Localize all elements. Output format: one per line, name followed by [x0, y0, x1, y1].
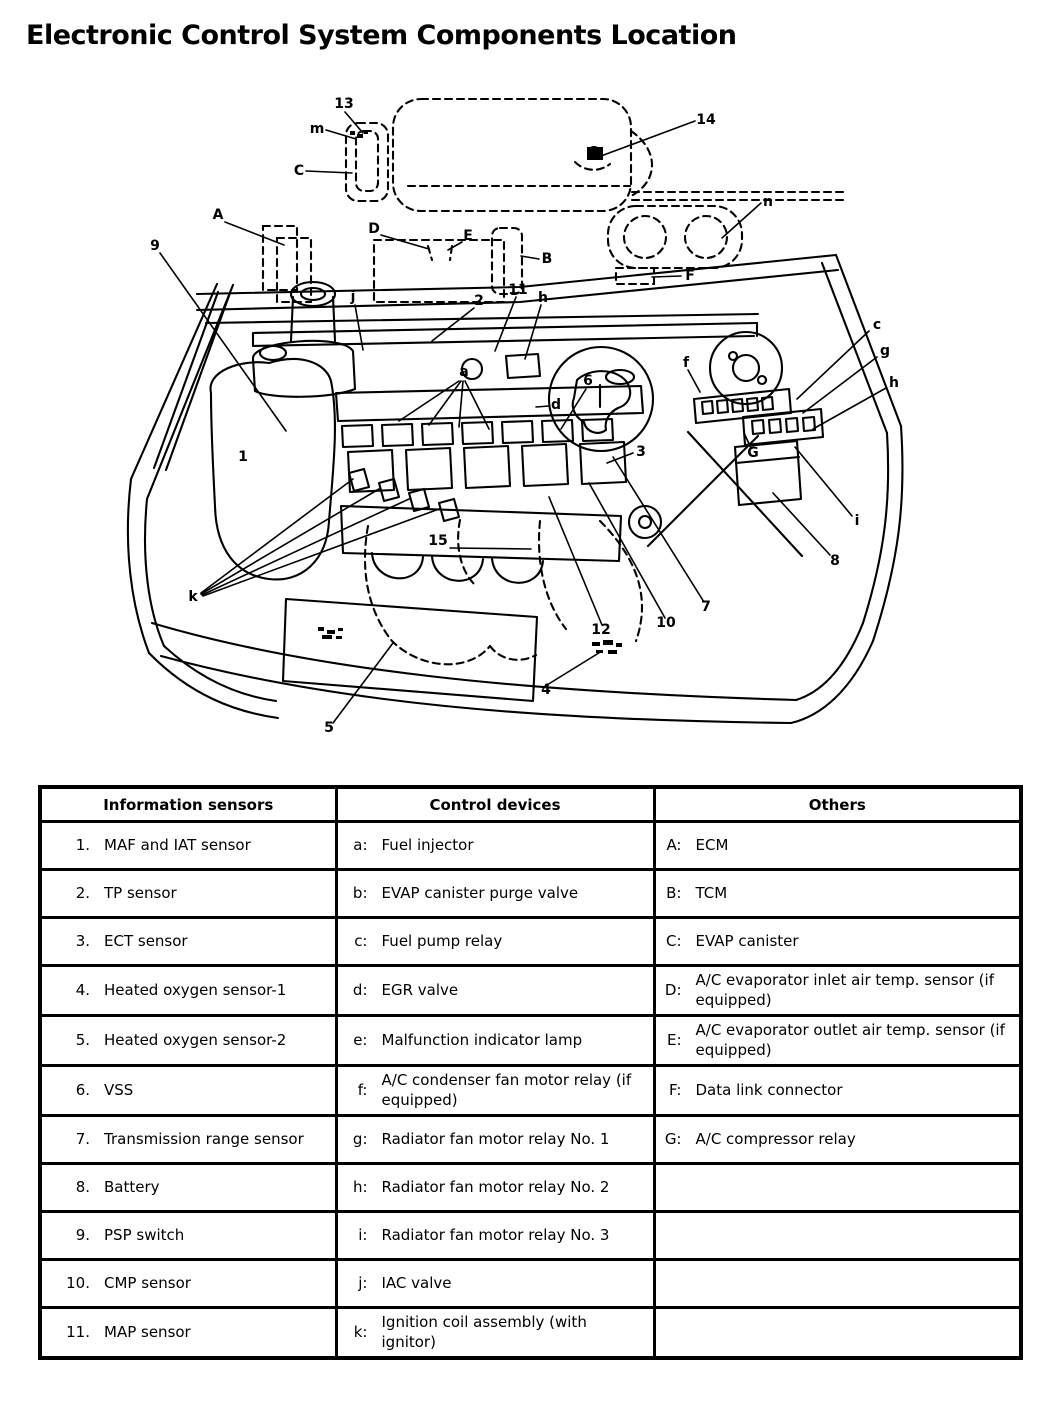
- table-row: [40, 1308, 1021, 1359]
- bumper-marking: [592, 640, 622, 654]
- item-label: A/C evaporator inlet air temp. sensor (if equipped): [695, 971, 994, 1009]
- item-label: Malfunction indicator lamp: [381, 1030, 583, 1049]
- item-key: A:: [666, 835, 682, 854]
- item-label: Radiator fan motor relay No. 2: [381, 1177, 610, 1196]
- table-cell: [654, 918, 1021, 966]
- component-callout-label: B: [541, 251, 553, 267]
- item-key: 6.: [75, 1080, 90, 1099]
- table-row: [40, 1260, 1021, 1308]
- leader-line: [803, 357, 877, 413]
- table-row: [40, 1116, 1021, 1164]
- leader-line: [399, 381, 459, 421]
- component-callout-label: g: [879, 343, 891, 359]
- table-cell: [40, 870, 336, 918]
- table-cell: [40, 918, 336, 966]
- item-label: IAC valve: [381, 1273, 452, 1292]
- item-label: ECM: [695, 835, 729, 854]
- leader-line: [613, 457, 704, 602]
- components-table: [38, 785, 1023, 1360]
- component-callout-label: 1: [238, 449, 248, 465]
- item-key: 10.: [66, 1273, 90, 1292]
- header-control-devices: Control devices: [336, 787, 654, 822]
- item-key: C:: [665, 931, 682, 950]
- item-key: 8.: [75, 1177, 90, 1196]
- leader-line: [495, 297, 516, 351]
- leader-line: [450, 548, 531, 549]
- page-title: Electronic Control System Components Location: [26, 20, 737, 51]
- item-label: Battery: [104, 1177, 160, 1196]
- item-key: b:: [352, 883, 368, 902]
- item-key: D:: [664, 980, 682, 999]
- component-callout-label: n: [763, 194, 773, 210]
- leader-line: [381, 235, 429, 249]
- item-key: G:: [664, 1129, 682, 1148]
- item-key: f:: [357, 1080, 368, 1099]
- item-label: A/C compressor relay: [695, 1129, 856, 1148]
- component-callout-label: 7: [701, 599, 711, 615]
- item-label: EVAP canister purge valve: [381, 883, 579, 902]
- table-cell: [654, 870, 1021, 918]
- leader-line: [773, 493, 830, 555]
- item-label: A/C condenser fan motor relay (if equipped): [381, 1071, 632, 1109]
- item-label: TP sensor: [104, 883, 177, 902]
- item-key: 7.: [75, 1129, 90, 1148]
- leader-line: [589, 483, 665, 618]
- item-label: PSP switch: [104, 1225, 185, 1244]
- component-callout-label: 6: [583, 373, 593, 389]
- table-cell: [654, 1260, 1021, 1308]
- component-callout-label: 9: [150, 238, 160, 254]
- table-cell: [40, 966, 336, 1016]
- component-callout-label: a: [459, 364, 469, 380]
- item-key: c:: [354, 931, 368, 950]
- leader-line: [536, 406, 549, 407]
- item-label: EGR valve: [381, 980, 459, 999]
- item-key: E:: [666, 1030, 682, 1049]
- table-header-row: [40, 787, 1021, 822]
- item-key: j:: [358, 1273, 368, 1292]
- leader-line: [306, 171, 352, 173]
- table-cell: [40, 1212, 336, 1260]
- header-information-sensors: Information sensors: [40, 787, 336, 822]
- leader-line: [813, 388, 886, 429]
- component-callout-label: 12: [591, 622, 611, 638]
- item-key: e:: [353, 1030, 368, 1049]
- component-callout-label: c: [872, 317, 882, 333]
- item-label: VSS: [104, 1080, 134, 1099]
- table-row: [40, 1016, 1021, 1066]
- table-cell: [654, 1308, 1021, 1359]
- item-label: MAF and IAT sensor: [104, 835, 251, 854]
- table-cell: [654, 1116, 1021, 1164]
- item-key: i:: [358, 1225, 368, 1244]
- table-row: [40, 822, 1021, 870]
- component-callout-label: G: [747, 445, 759, 461]
- engine-bay-line-art: [128, 255, 903, 723]
- table-cell: [654, 1164, 1021, 1212]
- leader-line: [547, 651, 602, 685]
- component-callout-label: m: [309, 121, 325, 137]
- item-label: Heated oxygen sensor-1: [104, 980, 287, 999]
- table-cell: [40, 822, 336, 870]
- table-cell: [654, 1066, 1021, 1116]
- leader-line: [652, 276, 681, 277]
- component-callout-label: 13: [334, 96, 354, 112]
- item-key: 4.: [75, 980, 90, 999]
- item-label: Fuel injector: [381, 835, 474, 854]
- table-row: [40, 918, 1021, 966]
- engine-bay-diagram: [0, 84, 1056, 776]
- component-callout-label: f: [682, 355, 690, 371]
- table-row: [40, 966, 1021, 1016]
- table-cell: [336, 966, 654, 1016]
- leader-line: [521, 256, 539, 259]
- table-cell: [336, 918, 654, 966]
- item-label: MAP sensor: [104, 1322, 191, 1341]
- component-callout-label: 2: [474, 293, 484, 309]
- item-label: Data link connector: [695, 1080, 843, 1099]
- leader-line: [203, 509, 439, 596]
- item-key: d:: [352, 980, 368, 999]
- item-key: 2.: [75, 883, 90, 902]
- item-label: ECT sensor: [104, 931, 188, 950]
- component-callout-label: F: [685, 268, 695, 284]
- table-cell: [336, 1164, 654, 1212]
- item-key: 5.: [75, 1030, 90, 1049]
- item-label: Ignition coil assembly (with ignitor): [381, 1313, 587, 1351]
- component-callout-label: 5: [324, 720, 334, 736]
- item-key: g:: [352, 1129, 368, 1148]
- table-cell: [336, 1066, 654, 1116]
- table-row: [40, 870, 1021, 918]
- leader-line: [333, 643, 393, 723]
- component-callout-label: 11: [508, 282, 528, 298]
- callout-leader-lines: [160, 112, 886, 723]
- leader-line: [202, 499, 409, 595]
- table-cell: [336, 1212, 654, 1260]
- component-callout-label: D: [368, 221, 380, 237]
- table-cell: [40, 1066, 336, 1116]
- table-cell: [654, 822, 1021, 870]
- item-key: h:: [352, 1177, 368, 1196]
- table-row: [40, 1066, 1021, 1116]
- item-label: Radiator fan motor relay No. 1: [381, 1129, 610, 1148]
- leader-line: [448, 242, 462, 250]
- table-row: [40, 1164, 1021, 1212]
- table-cell: [336, 822, 654, 870]
- item-label: TCM: [695, 883, 728, 902]
- leader-line: [525, 305, 541, 359]
- item-label: Fuel pump relay: [381, 931, 503, 950]
- table-cell: [336, 1116, 654, 1164]
- item-label: CMP sensor: [104, 1273, 191, 1292]
- leader-line: [432, 308, 474, 341]
- item-key: 1.: [75, 835, 90, 854]
- leader-line: [607, 453, 633, 463]
- item-key: a:: [353, 835, 368, 854]
- component-callout-label: 4: [541, 682, 551, 698]
- table-cell: [40, 1116, 336, 1164]
- table-row: [40, 1212, 1021, 1260]
- component-callout-label: E: [463, 228, 473, 244]
- component-callout-label: i: [854, 513, 860, 529]
- item-key: 11.: [66, 1322, 90, 1341]
- component-callout-label: 3: [636, 444, 646, 460]
- leader-line: [459, 381, 463, 427]
- header-others: Others: [654, 787, 1021, 822]
- item-label: A/C evaporator outlet air temp. sensor (if equipped): [695, 1021, 1005, 1059]
- table-cell: [654, 1016, 1021, 1066]
- item-key: F:: [668, 1080, 682, 1099]
- leader-line: [795, 447, 852, 516]
- item-label: EVAP canister: [695, 931, 799, 950]
- leader-line: [160, 253, 286, 431]
- item-key: B:: [666, 883, 682, 902]
- table-cell: [336, 1260, 654, 1308]
- leader-line: [797, 331, 869, 399]
- component-callout-label: 15: [428, 533, 448, 549]
- item-key: k:: [353, 1322, 368, 1341]
- table-cell: [654, 966, 1021, 1016]
- table-cell: [336, 1016, 654, 1066]
- item-label: Transmission range sensor: [104, 1129, 304, 1148]
- table-cell: [654, 1212, 1021, 1260]
- component-callout-label: 14: [696, 112, 716, 128]
- item-key: 3.: [75, 931, 90, 950]
- component-callout-label: h: [538, 290, 548, 306]
- item-label: Heated oxygen sensor-2: [104, 1030, 287, 1049]
- table-cell: [40, 1016, 336, 1066]
- table-cell: [336, 1308, 654, 1359]
- item-key: 9.: [75, 1225, 90, 1244]
- component-callout-label: 8: [830, 553, 840, 569]
- item-label: Radiator fan motor relay No. 3: [381, 1225, 610, 1244]
- table-cell: [40, 1164, 336, 1212]
- leader-line: [688, 370, 700, 392]
- bumper-marking: [318, 627, 343, 639]
- component-callout-label: 10: [656, 615, 676, 631]
- component-callout-label: j: [350, 289, 356, 305]
- component-callout-label: C: [293, 163, 305, 179]
- component-callout-label: d: [550, 397, 562, 413]
- component-callout-label: h: [889, 375, 899, 391]
- table-cell: [336, 870, 654, 918]
- component-callout-label: A: [212, 207, 224, 223]
- table-cell: [40, 1260, 336, 1308]
- table-cell: [40, 1308, 336, 1359]
- component-callout-label: k: [188, 589, 198, 605]
